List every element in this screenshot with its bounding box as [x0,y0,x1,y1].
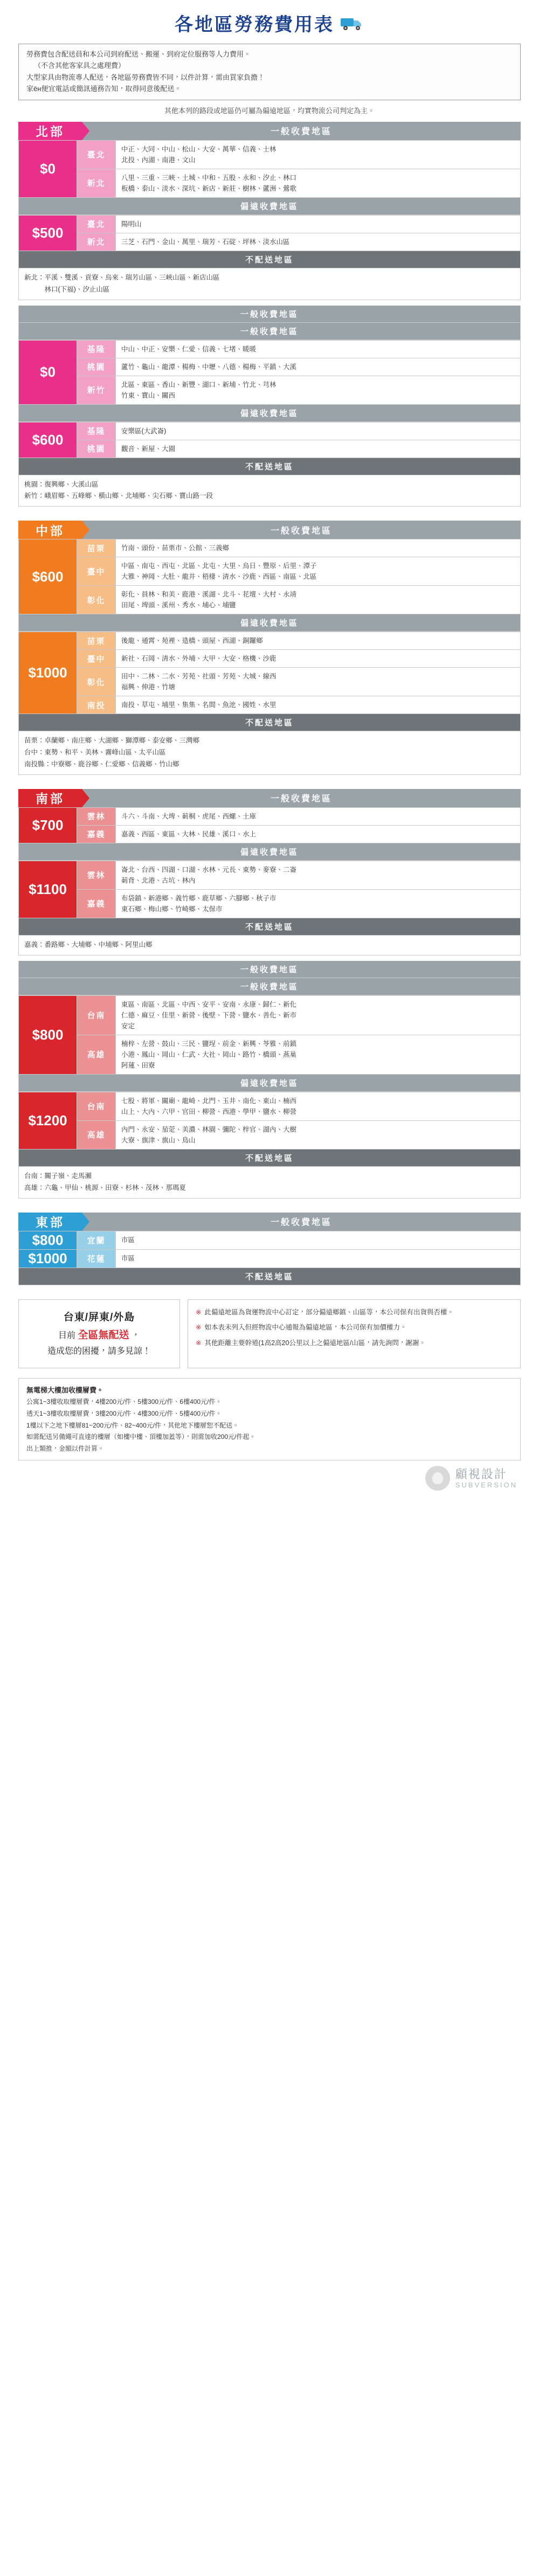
fee-table [18,140,521,198]
price-cell: $1000 [19,1249,77,1268]
region-band-label: 一般收費地區 [82,122,521,140]
note-marker-icon: ※ [196,1308,202,1316]
city-cell: 雲林 [77,807,116,825]
table-row [19,632,521,650]
table-row [19,825,521,843]
table-row [19,861,521,889]
areas-cell: 後龍、通霄、苑裡、造橋、頭屋、西湖、銅鑼鄉 [116,632,521,650]
city-cell: 基隆 [77,422,116,440]
areas-cell: 北區、東區、香山、新豐、湖口、新埔、竹北、芎林 竹東、寶山、關西 [116,376,521,404]
table-row [19,215,521,233]
city-cell: 雲林 [77,861,116,889]
city-cell: 新竹 [77,376,116,404]
policy-note-text: 如本表未列入但經物流中心通報為偏遠地區，本公司保有加價權力。 [204,1324,407,1331]
section-gap [18,300,521,306]
no-delivery-highlight: 全區無配送 [78,1329,129,1341]
city-cell: 嘉義 [77,825,116,843]
areas-cell: 東區、南區、北區、中西、安平、安南、永康、歸仁、新化 仁德、麻豆、佳里、新營、後壁、下營、鹽水、善化、新市 安定 [116,995,521,1035]
no-delivery-note: 新北：平溪、雙溪、貢寮、烏來、瑞芳山區、三峽山區、新店山區 林口(下福)、汐止山區 [18,268,521,300]
price-cell: $0 [19,140,77,197]
areas-cell: 陽明山 [116,215,521,233]
section-band: 偏遠收費地區 [18,198,521,215]
region-band-label: 一般收費地區 [82,789,521,807]
no-delivery-note: 桃園：復興鄉、大溪山區 新竹：峨眉鄉、五峰鄉、橫山鄉、北埔鄉、尖石鄉、寶山路一段 [18,475,521,507]
brand-logo-icon [425,1466,450,1491]
areas-cell: 三芝、石門、金山、萬里、瑞芳、石碇、坪林、淡水山區 [116,233,521,251]
region-south [18,789,521,1199]
price-cell: $600 [19,539,77,614]
city-cell: 嘉義 [77,889,116,918]
city-cell: 台南 [77,1092,116,1120]
table-row [19,1249,521,1268]
city-cell: 花蓮 [77,1249,116,1268]
fee-table [18,861,521,918]
table-row [19,995,521,1035]
price-cell: $600 [19,422,77,458]
stairs-fee-line: 透天1~3樓收取樓層費，3樓200元/件、4樓300元/件、5樓400元/件。 [26,1409,222,1417]
areas-cell: 中正、大同、中山、松山、大安、萬華、信義、士林 北投、內湖、南港、文山 [116,140,521,169]
areas-cell: 內門、永安、茄萣、美濃、林園、彌陀、梓官、湖內、大樹 大寮、旗津、旗山、鳥山 [116,1120,521,1149]
table-row [19,696,521,714]
fee-table [18,807,521,843]
fee-table [18,995,521,1075]
stairs-fee-title: 無電梯大樓加收樓層費。 [26,1386,104,1394]
areas-cell: 竹南、頭份、苗栗市、公館、三義鄉 [116,539,521,557]
section-band: 不配送地區 [18,251,521,268]
city-cell: 臺北 [77,140,116,169]
no-delivery-note: 台南：關子嶺、走馬瀨 高雄：六龜、甲仙、桃源、田寮、杉林、茂林、那瑪夏 [18,1167,521,1199]
footer-brand [0,1466,517,1491]
no-delivery-note: 苗栗：卓蘭鄉、南庄鄉、大湖鄉、獅潭鄉、泰安鄉、三灣鄉 台中：東勢、和平、美林、霧峰山區、太平山區 南投縣：中寮鄉、鹿谷鄉、仁愛鄉、信義鄉、竹山鄉 [18,731,521,775]
table-row [19,1035,521,1074]
areas-cell: 田中、二林、二水、芳苑、社頭、芳苑、大城、線西 福興、伸港、竹塘 [116,668,521,696]
city-cell: 苗栗 [77,539,116,557]
stairs-fee-box [18,1378,521,1460]
fee-table [18,215,521,251]
section-band: 一般收費地區 [18,306,521,323]
city-cell: 基隆 [77,340,116,358]
section-band: 不配送地區 [18,714,521,731]
table-row [19,358,521,376]
table-row [19,1092,521,1120]
section-band: 不配送地區 [18,1149,521,1167]
city-cell: 南投 [77,696,116,714]
region-header [18,1213,521,1231]
areas-cell: 安樂區(大武崙) [116,422,521,440]
section-band: 偏遠收費地區 [18,614,521,632]
table-row [19,340,521,358]
city-cell: 臺北 [77,215,116,233]
price-cell: $800 [19,995,77,1074]
section-band: 偏遠收費地區 [18,843,521,861]
areas-cell: 中山、中正、安樂、仁愛、信義、七堵、暖暖 [116,340,521,358]
table-row [19,140,521,169]
fee-table [18,422,521,458]
table-row [19,233,521,251]
section-band: 一般收費地區 [18,323,521,340]
table-row [19,1120,521,1149]
city-cell: 彰化 [77,586,116,614]
region-header [18,122,521,140]
table-row [19,668,521,696]
brand-name-cn: 顧視設計 [455,1467,507,1481]
no-delivery-status-line [25,1326,173,1344]
areas-cell: 市區 [116,1249,521,1268]
price-cell: $500 [19,215,77,251]
price-cell: $1000 [19,632,77,714]
city-cell: 台南 [77,995,116,1035]
section-band: 不配送地區 [18,1268,521,1285]
no-delivery-suffix: ， [131,1331,140,1340]
notice-line-1: 勞務費包含配送員和本公司到府配送、搬運、到府定位服務等人力費用。 [26,50,251,58]
section-band: 一般收費地區 [18,961,521,978]
section-band: 不配送地區 [18,458,521,475]
region-name: 南部 [18,789,82,807]
city-cell: 宜蘭 [77,1231,116,1249]
region-header [18,521,521,539]
table-row [19,889,521,918]
section-band: 一般收費地區 [18,978,521,995]
areas-cell: 蘆竹、龜山、龍潭、楊梅、中壢、八德、楊梅、平鎮、大溪 [116,358,521,376]
city-cell: 新北 [77,169,116,197]
brand-name-en: SUBVERSION [455,1480,517,1489]
page-title-row [0,0,539,41]
policy-note-text: 此偏遠地區為貨運物流中心訂定，部分偏遠鄉鎮、山區等，本公司保有出貨與否權。 [204,1308,454,1316]
notice-line-4: 家ён便宜電話或簡訊通務告知，取得同意後配送。 [26,85,182,93]
page-title: 各地區勞務費用表 [175,15,334,35]
notice-line-3: 大型家具由物流專人配送，各地區勞務費皆不同，以件計算，需由買家負擔！ [26,73,265,81]
areas-cell: 彰化、員林、和美、鹿港、溪湖、北斗、花壇、大村、永靖 田尾、埤頭、溪州、秀水、埔心、埔鹽 [116,586,521,614]
areas-cell: 布袋鎮、新港鄉、義竹鄉、鹿草鄉、六腳鄉、秋子市 東石鄉、梅山鄉、竹崎鄉、太保市 [116,889,521,918]
fee-table [18,1092,521,1149]
price-cell: $1100 [19,861,77,918]
subnote: 其他本列的路段或地區仍可屬為偏遠地區，均實物流公司判定為主。 [164,106,375,115]
city-cell: 臺中 [77,650,116,668]
city-cell: 苗栗 [77,632,116,650]
areas-cell: 斗六、斗南、大埤、莿桐、虎尾、西螺、土庫 [116,807,521,825]
policy-note [196,1321,513,1334]
city-cell: 桃園 [77,358,116,376]
region-band-label: 一般收費地區 [82,521,521,539]
table-row [19,422,521,440]
table-row [19,440,521,458]
notice-box [18,44,521,100]
areas-cell: 七股、將軍、關廟、龍崎、北門、玉井、南化、東山、楠西 山上、大內、六甲、官田、柳營、西港、學甲、鹽水、柳營 [116,1092,521,1120]
no-delivery-regions: 台東/屏東/外島 [63,1311,135,1323]
region-band-label: 一般收費地區 [82,1213,521,1231]
city-cell: 新北 [77,233,116,251]
price-cell: $700 [19,807,77,843]
areas-cell: 南投、草屯、埔里、集集、名間、魚池、國姓、水里 [116,696,521,714]
region-central [18,521,521,775]
city-cell: 高雄 [77,1120,116,1149]
fee-table [18,539,521,614]
city-cell: 彰化 [77,668,116,696]
notice-line-2: （不含其他客家具之處理費） [34,61,126,70]
areas-cell: 中區、南屯、西屯、北區、北屯、大里、烏日、豐原、后里、潭子 大雅、神岡、大肚、龍井、梧棲、清水、沙鹿、西區、南區、北區 [116,557,521,586]
city-cell: 高雄 [77,1035,116,1074]
policy-notes-box [188,1299,521,1369]
fee-table [18,1231,521,1268]
regions-container [0,122,539,1285]
stairs-fee-line: 1樓以下之地下樓層81~200元/件、82~400元/件，其他地下樓層恕不配送。 [26,1421,239,1429]
areas-cell: 觀音、新屋、大園 [116,440,521,458]
price-cell: $1200 [19,1092,77,1149]
section-band: 偏遠收費地區 [18,1075,521,1092]
table-row [19,650,521,668]
section-gap [18,955,521,961]
brand-text [455,1467,517,1489]
price-cell: $0 [19,340,77,404]
stairs-fee-line: 如需配送另備繩可直達的樓層（如樓中樓、頂樓加蓋等），則需加收200元/件起。 [26,1433,256,1441]
city-cell: 臺中 [77,557,116,586]
policy-note-text: 其他距離主要幹道(1高2高20公里以上之偏遠地區/山區，請先詢問，謝謝。 [204,1339,426,1347]
areas-cell: 楠梓、左營、鼓山、三民、鹽埕、前金、新興、苓雅、前鎮 小港、鳳山、岡山、仁武、大社、岡山、路竹、橋頭、燕巢 阿蓮、田寮 [116,1035,521,1074]
bottom-notice-wrap [18,1299,521,1369]
areas-cell: 八里、三重、三峽、土城、中和、五股、永和、汐止、林口 板橋、泰山、淡水、深坑、新店、新莊、樹林、蘆洲、鶯歌 [116,169,521,197]
stairs-fee-line: 公寓1~3樓收取樓層費，4樓200元/件、5樓300元/件、6樓400元/件。 [26,1398,222,1406]
region-header [18,789,521,807]
section-band: 偏遠收費地區 [18,405,521,422]
no-delivery-note: 嘉義：番路鄉、大埔鄉、中埔鄉、阿里山鄉 [18,936,521,955]
region-name: 中部 [18,521,82,539]
section-band: 不配送地區 [18,918,521,936]
fee-table [18,632,521,714]
region-north [18,122,521,507]
note-marker-icon: ※ [196,1339,202,1347]
table-row [19,376,521,404]
no-delivery-areas-box [18,1299,180,1369]
region-east [18,1213,521,1285]
note-marker-icon: ※ [196,1324,202,1331]
table-row [19,539,521,557]
table-row [19,586,521,614]
table-row [19,1231,521,1249]
areas-cell: 崙北、台西、四湖、口湖、水林、元長、東勢、麥寮、二崙 莿背、北港、古坑、林內 [116,861,521,889]
policy-note [196,1337,513,1349]
delivery-truck-icon [340,14,364,32]
no-delivery-prefix: 目前 [58,1331,76,1340]
city-cell: 桃園 [77,440,116,458]
region-name: 北部 [18,122,82,140]
no-delivery-apology: 造成您的困擾，請多見諒！ [47,1347,151,1356]
areas-cell: 新社、石岡、清水、外埔、大甲、大安、格機、沙鹿 [116,650,521,668]
region-name: 東部 [18,1213,82,1231]
table-row [19,557,521,586]
table-row [19,169,521,197]
areas-cell: 市區 [116,1231,521,1249]
fee-table [18,340,521,405]
stairs-fee-line: 出上類推，金額以件計算。 [26,1444,105,1452]
table-row [19,807,521,825]
policy-note [196,1306,513,1319]
areas-cell: 嘉義、西區、東區、大林、民雄、溪口、水上 [116,825,521,843]
price-cell: $800 [19,1231,77,1249]
